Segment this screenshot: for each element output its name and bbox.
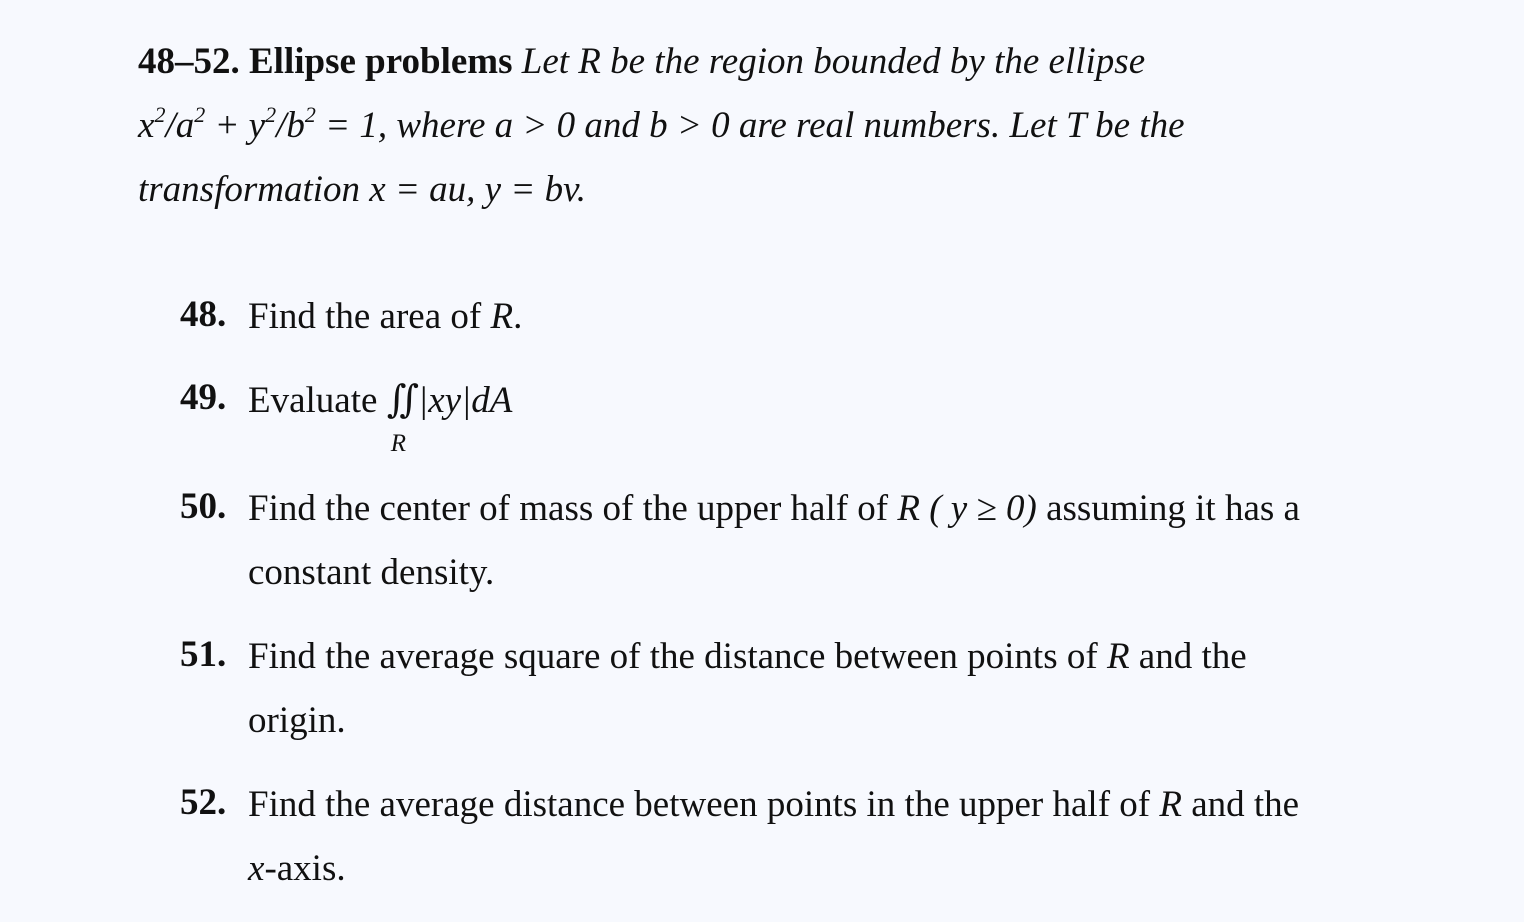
problem-text: Find the center of mass of the upper half of R ( y ≥ 0) assuming it has a constant density. xyxy=(248,488,1300,593)
intro-paragraph xyxy=(138,38,1438,230)
problem-number: 48. xyxy=(180,294,227,335)
problem-text: Find the average square of the distance between points of R and the origin. xyxy=(248,636,1247,741)
integral-region: R xyxy=(390,430,406,457)
intro-line-3 xyxy=(138,166,1438,230)
problem-number: 51. xyxy=(180,634,227,675)
problem-number: 50. xyxy=(180,486,227,527)
section-heading: 48–52. Ellipse problems xyxy=(138,41,513,82)
ellipse-equation: $x^2/a^2 + y^2/b^2$ xyxy=(138,102,316,146)
problem-number: 52. xyxy=(180,782,227,823)
problem-number: 49. xyxy=(180,377,227,418)
intro-line-2 xyxy=(138,102,1438,166)
problem-text: Evaluate ∬ R |xy|dA xyxy=(248,376,1488,440)
transformation-text: transformation x = au, y = bv. xyxy=(138,169,586,210)
double-integral: ∬ R xyxy=(387,376,418,425)
problem-text: Find the average distance between points in the upper half of R and the x-axis. xyxy=(248,784,1300,889)
intro-line-1 xyxy=(138,38,1438,102)
problem-text: Find the area of R. xyxy=(248,296,523,337)
intro-text: Let R be the region bounded by the ellipse xyxy=(521,41,1146,82)
intro-conditions: = 1, where a > 0 and b > 0 are real numbers. Let T be the xyxy=(315,105,1185,146)
integrand: |xy|dA xyxy=(418,380,513,421)
